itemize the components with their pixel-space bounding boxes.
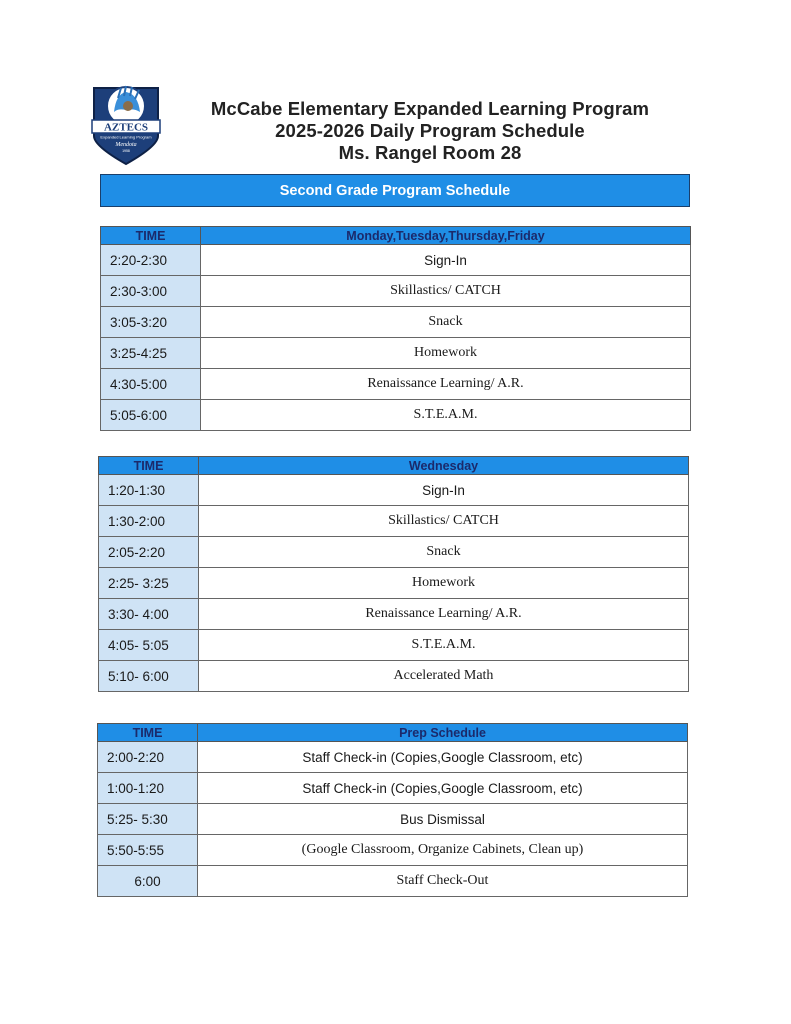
time-cell: 3:05-3:20 [101, 307, 201, 338]
table-row [99, 537, 689, 568]
time-cell: 1:20-1:30 [99, 475, 199, 506]
table-row [101, 400, 691, 431]
time-cell: 1:30-2:00 [99, 506, 199, 537]
activity-cell: S.T.E.A.M. [199, 630, 689, 661]
time-column-header: TIME [99, 457, 199, 475]
document-title [190, 98, 670, 164]
activity-cell: Skillastics/ CATCH [199, 506, 689, 537]
table-row [101, 245, 691, 276]
time-cell: 5:05-6:00 [101, 400, 201, 431]
activity-cell: Sign-In [201, 245, 691, 276]
time-cell: 3:30- 4:00 [99, 599, 199, 630]
activity-cell: Snack [199, 537, 689, 568]
logo-subtext: Expanded Learning Program [100, 134, 152, 140]
time-cell: 5:10- 6:00 [99, 661, 199, 692]
activity-cell: Staff Check-Out [198, 866, 688, 897]
title-line-1: McCabe Elementary Expanded Learning Program [210, 98, 650, 119]
activity-cell: Snack [201, 307, 691, 338]
activity-cell: (Google Classroom, Organize Cabinets, Clean up) [198, 835, 688, 866]
activity-cell: S.T.E.A.M. [201, 400, 691, 431]
table-row [99, 506, 689, 537]
table-header-row [98, 724, 688, 742]
activity-cell: Bus Dismissal [198, 804, 688, 835]
table-row [99, 630, 689, 661]
activity-cell: Renaissance Learning/ A.R. [201, 369, 691, 400]
table-row [98, 835, 688, 866]
table-row [101, 338, 691, 369]
time-cell: 3:25-4:25 [101, 338, 201, 369]
days-column-header: Monday,Tuesday,Thursday,Friday [201, 227, 691, 245]
table-row [98, 866, 688, 897]
prep-column-header: Prep Schedule [198, 724, 688, 742]
time-column-header: TIME [101, 227, 201, 245]
activity-cell: Homework [201, 338, 691, 369]
schedule-table-prep [97, 723, 688, 897]
time-column-header: TIME [98, 724, 198, 742]
time-cell: 6:00 [98, 866, 198, 897]
time-cell: 2:05-2:20 [99, 537, 199, 568]
days-column-header: Wednesday [199, 457, 689, 475]
table-row [99, 568, 689, 599]
table-row [101, 307, 691, 338]
table-header-row [99, 457, 689, 475]
schedule-table-mtthf [100, 226, 691, 431]
activity-cell: Accelerated Math [199, 661, 689, 692]
aztecs-logo [88, 82, 164, 166]
time-cell: 4:05- 5:05 [99, 630, 199, 661]
time-cell: 2:30-3:00 [101, 276, 201, 307]
time-cell: 2:00-2:20 [98, 742, 198, 773]
table-row [99, 661, 689, 692]
table-row [101, 369, 691, 400]
time-cell: 2:20-2:30 [101, 245, 201, 276]
logo-year: 1958 [122, 149, 130, 153]
activity-cell: Staff Check-in (Copies,Google Classroom, etc) [198, 742, 688, 773]
time-cell: 5:25- 5:30 [98, 804, 198, 835]
activity-cell: Staff Check-in (Copies,Google Classroom, etc) [198, 773, 688, 804]
logo-script: Mendota [115, 142, 137, 148]
title-line-2: 2025-2026 Daily Program Schedule [275, 120, 585, 141]
title-line-3: Ms. Rangel Room 28 [338, 142, 522, 163]
table-row [98, 742, 688, 773]
time-cell: 5:50-5:55 [98, 835, 198, 866]
table-row [99, 475, 689, 506]
table-row [99, 599, 689, 630]
table-row [98, 773, 688, 804]
time-cell: 2:25- 3:25 [99, 568, 199, 599]
table-header-row [101, 227, 691, 245]
activity-cell: Homework [199, 568, 689, 599]
logo-wordmark: AZTECS [103, 121, 149, 134]
schedule-table-wednesday [98, 456, 689, 692]
table-row [101, 276, 691, 307]
table-row [98, 804, 688, 835]
activity-cell: Skillastics/ CATCH [201, 276, 691, 307]
activity-cell: Renaissance Learning/ A.R. [199, 599, 689, 630]
activity-cell: Sign-In [199, 475, 689, 506]
time-cell: 1:00-1:20 [98, 773, 198, 804]
grade-banner: Second Grade Program Schedule [100, 174, 690, 207]
time-cell: 4:30-5:00 [101, 369, 201, 400]
